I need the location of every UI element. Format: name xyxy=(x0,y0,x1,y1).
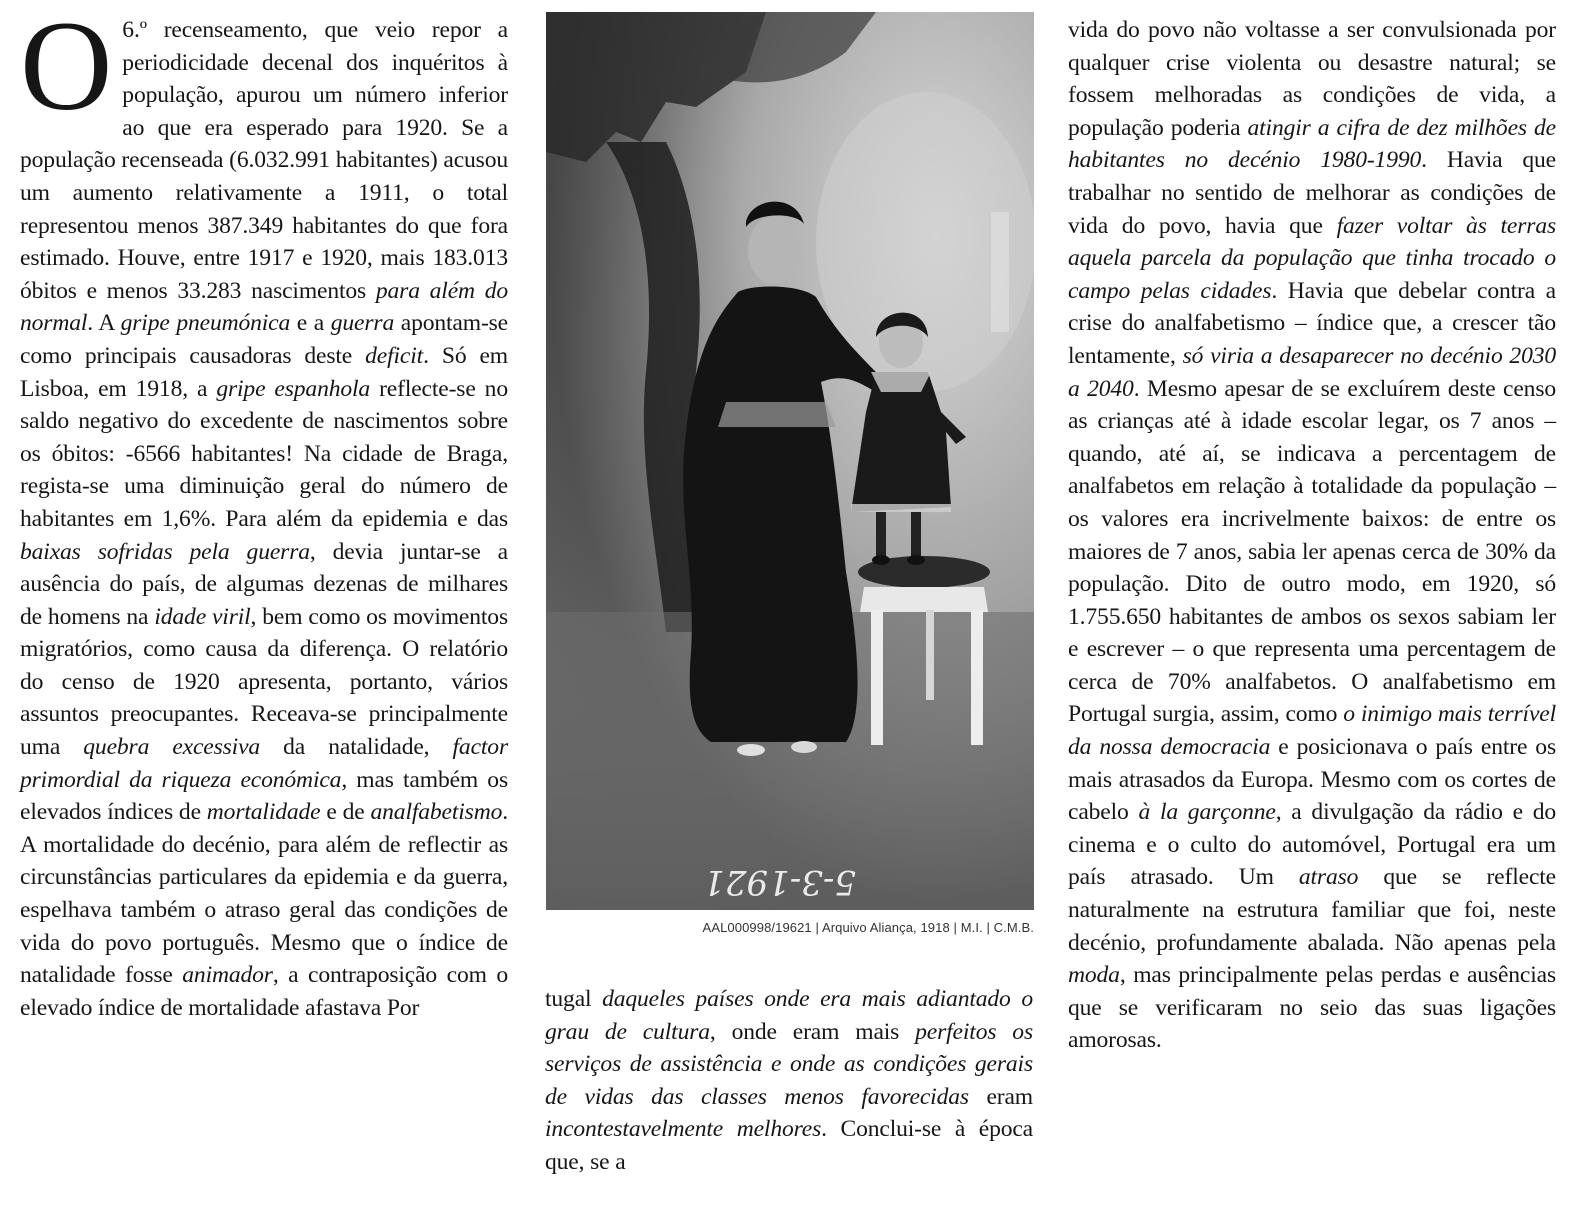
historical-photograph xyxy=(546,12,1034,910)
text-run: da natalidade, xyxy=(260,734,453,761)
italic-phrase: para além do normal xyxy=(20,277,508,337)
italic-phrase: atingir a cifra de dez milhões de habitantes no decénio 1980-1990 xyxy=(1068,114,1556,174)
article-column-left xyxy=(20,0,509,1024)
text-run: . Conclui-se à época que, se a xyxy=(545,1116,1034,1175)
middle-column-text xyxy=(545,986,1033,1175)
text-run: , mas principalmente pelas perdas e ausências que se verificaram no seio das suas ligações amorosas. xyxy=(1068,962,1556,1054)
article-paragraph-right xyxy=(1068,14,1556,1057)
text-run: apontam-se como principais causadoras deste xyxy=(20,310,508,369)
text-run: tugal xyxy=(545,986,603,1012)
article-paragraph-middle xyxy=(545,983,1033,1179)
italic-phrase: atraso xyxy=(1298,864,1359,891)
handwritten-inscription: 5-3-1921 xyxy=(703,862,856,902)
italic-phrase: incontestavelmente melhores xyxy=(545,1116,822,1143)
text-run: , a contraposição com o elevado índice de mortalidade afastava Por xyxy=(20,962,508,1021)
text-run: . A mortalidade do decénio, para além de reflectir as circunstâncias particulares da epidemia e da guerra, espelhava também o atraso geral das condições de vida do povo português. Mesmo que o índice de natalidade fosse xyxy=(20,799,508,989)
article-column-middle xyxy=(545,983,1033,1179)
text-run: . Havia que debelar contra a crise do analfabetismo – índice que, a crescer tão lentamente, xyxy=(1068,277,1556,369)
drop-cap: O xyxy=(20,0,113,137)
left-column-text xyxy=(20,0,509,1021)
italic-phrase: gripe pneumónica xyxy=(120,310,291,337)
italic-phrase: o inimigo mais terrível da nossa democracia xyxy=(1068,701,1556,761)
text-run: reflecte-se no saldo negativo do excedente de nascimentos sobre os óbitos: -6566 habitantes! Na cidade de Braga, regista-se uma diminuição geral do número de habitantes em 1,6%. Para além da epidemia e das xyxy=(20,375,508,532)
text-run: mas também os elevados índices de xyxy=(20,766,508,826)
text-run: vida do povo não voltasse a ser convulsionada por qualquer crise violenta ou desastre natural; se fossem melhoradas as condições de vida, a população poderia xyxy=(1068,17,1556,141)
photograph-illustration xyxy=(546,12,1034,910)
italic-phrase: animador xyxy=(182,962,273,989)
italic-phrase: mortalidade xyxy=(206,799,321,826)
right-column-text xyxy=(1068,17,1556,1053)
text-run: 6.º recenseamento, que veio repor a periodicidade decenal dos inquéritos à população, apurou um número inferior ao que era esperado para 1920. Se a população recenseada (6.032.991 habitantes) acusou um aumento relativamente a 1911, o total representou menos 387.349 habitantes do que fora estimado. Houve, entre 1917 e 1920, mais 183.013 óbitos e menos 33.283 nascimentos xyxy=(20,17,508,304)
text-run: . A xyxy=(87,310,121,337)
text-run: . Havia que trabalhar no sentido de melhorar as condições de vida do povo, havia que xyxy=(1068,147,1556,239)
article-column-right xyxy=(1068,14,1556,1057)
italic-phrase: moda xyxy=(1068,962,1120,989)
italic-phrase: idade viril xyxy=(154,603,251,630)
italic-phrase: analfabetismo xyxy=(370,799,503,826)
text-run: e posicionava o país entre os mais atrasados da Europa. Mesmo com os cortes de cabelo xyxy=(1068,734,1556,826)
italic-phrase: gripe espanhola xyxy=(216,375,371,402)
italic-phrase: factor primordial da riqueza económica, xyxy=(20,734,508,793)
text-run: . Mesmo apesar de se excluírem deste censo as crianças até à idade escolar legar, os 7 anos – quando, até aí, se indicava a percentagem de analfabetos em relação à totalidade da população – os valores era incrivelmente baixos: de entre os maiores de 7 anos, sabia ler apenas cerca de 30% da população. Dito de outro modo, em 1920, só 1.755.650 habitantes de ambos os sexos sabiam ler e escrever – o que representa uma percentagem de cerca de 70% analfabetos. O analfabetismo em Portugal surgia, assim, como xyxy=(1068,375,1557,728)
italic-phrase: baixas sofridas pela guerra xyxy=(20,538,310,565)
text-run: e de xyxy=(320,799,371,826)
text-run: e a xyxy=(290,310,331,337)
text-run: , devia juntar-se a ausência do país, de algumas dezenas de milhares de homens na xyxy=(20,538,508,630)
italic-phrase: deficit xyxy=(365,342,424,369)
text-run: que se reflecte naturalmente na estrutura familiar que foi, neste decénio, profundamente abalada. Não apenas pela xyxy=(1068,864,1556,956)
italic-phrase: perfeitos os serviços de assistência e onde as condições gerais de vidas das classes menos favorecidas xyxy=(545,1018,1033,1110)
photo-caption: AAL000998/19621 | Arquivo Aliança, 1918 | M.I. | C.M.B. xyxy=(702,920,1034,935)
italic-phrase: daqueles países onde era mais adiantado o grau de cultura xyxy=(545,986,1033,1045)
text-run: . Só em Lisboa, em 1918, a xyxy=(20,342,509,402)
italic-phrase: quebra excessiva xyxy=(83,734,261,761)
text-run: , onde eram mais xyxy=(709,1018,916,1045)
article-paragraph-left xyxy=(20,0,509,1024)
italic-phrase: guerra xyxy=(330,310,395,337)
text-run: , bem como os movimentos migratórios, como causa da diferença. O relatório do censo de 1920 apresenta, portanto, vários assuntos preocupantes. Receava-se principalmente uma xyxy=(20,603,508,761)
text-run: eram xyxy=(968,1083,1033,1110)
italic-phrase: fazer voltar às terras aquela parcela da população que tinha trocado o campo pelas cidades xyxy=(1068,212,1556,304)
italic-phrase: à la garçonne xyxy=(1138,799,1276,826)
text-run: , a divulgação da rádio e do cinema e o culto do automóvel, Portugal era um país atrasado. Um xyxy=(1068,799,1557,891)
italic-phrase: só viria a desaparecer no decénio 2030 a 2040 xyxy=(1068,342,1557,402)
